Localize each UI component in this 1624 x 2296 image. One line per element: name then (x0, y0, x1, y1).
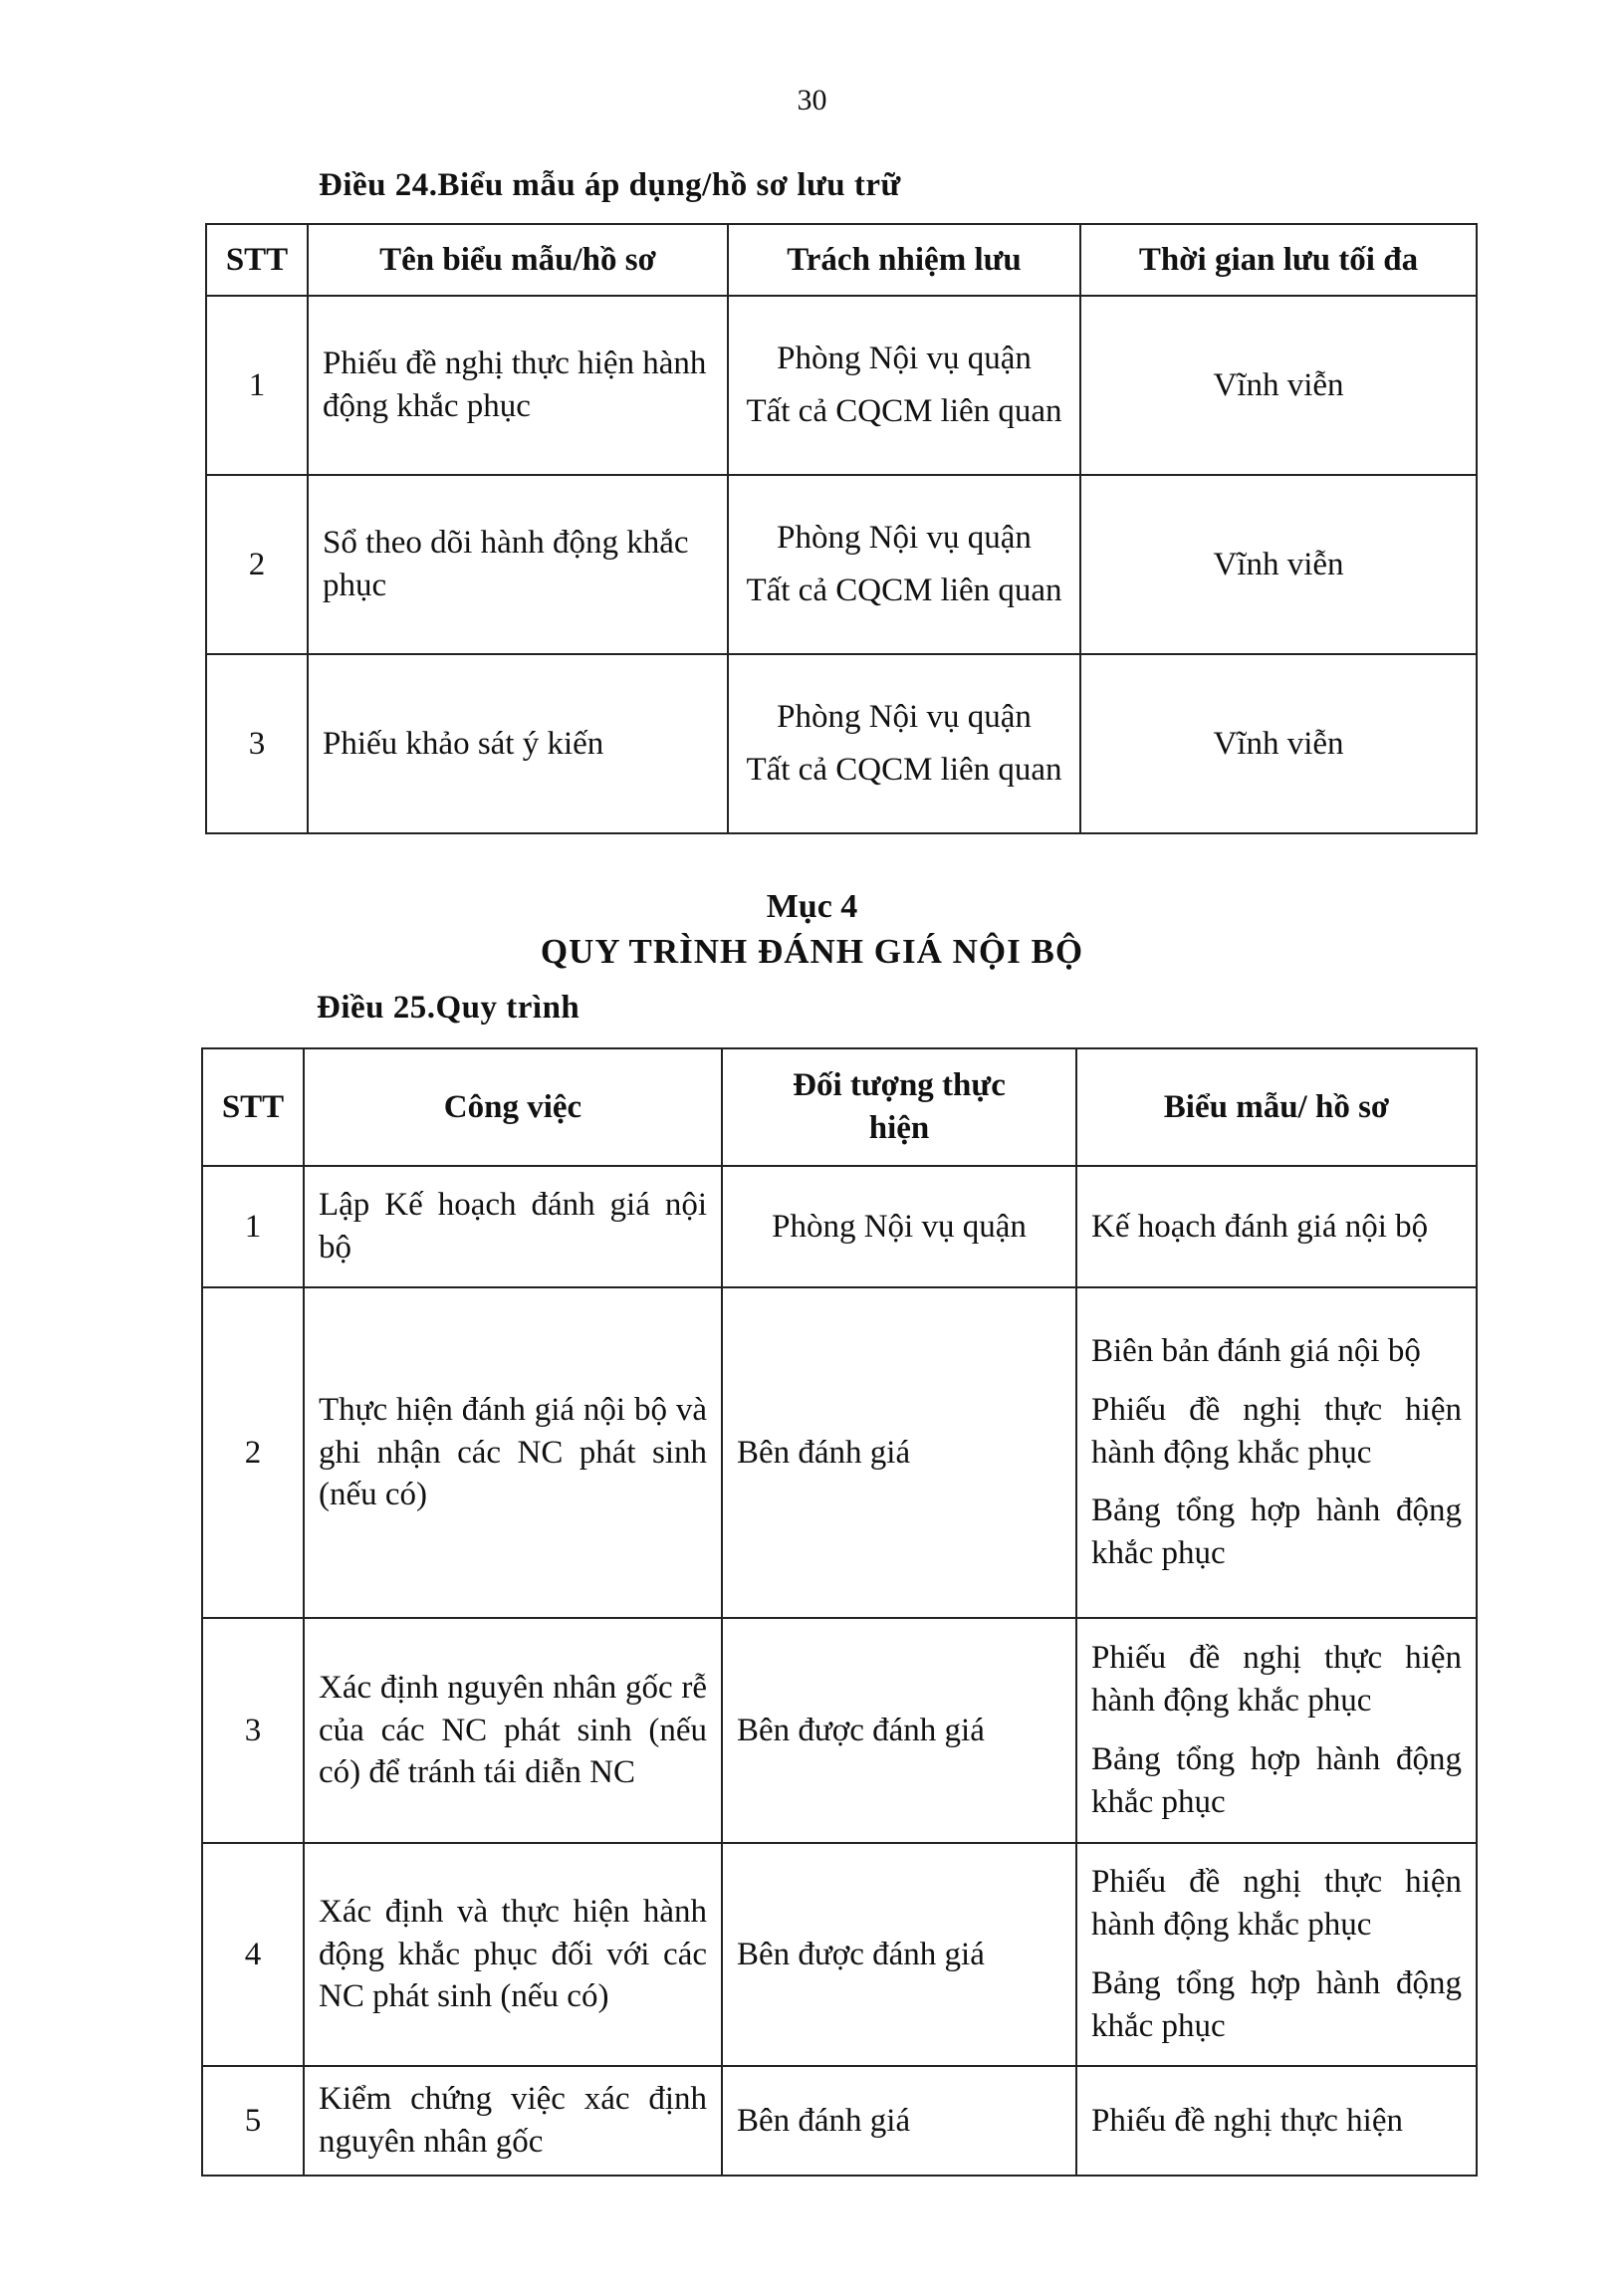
row-actor: Bên đánh giá (722, 2066, 1076, 2176)
form-item: Bảng tổng hợp hành động khắc phục (1091, 1965, 1462, 2044)
row-form-name: Phiếu đề nghị thực hiện hành động khắc phục (308, 296, 728, 475)
responsibility-primary: Phòng Nội vụ quận (777, 699, 1032, 736)
section-label: Mục 4 (766, 888, 858, 925)
row-task: Thực hiện đánh giá nội bộ và ghi nhận các NC phát sinh (nếu có) (304, 1287, 722, 1618)
table-row (206, 475, 1477, 654)
column-header-actor: Đối tượng thực hiện (722, 1048, 1076, 1166)
row-stt: 3 (202, 1618, 304, 1843)
article-24-heading: Điều 24.Biểu mẫu áp dụng/hồ sơ lưu trữ (319, 167, 901, 203)
form-item: Phiếu đề nghị thực hiện (1091, 2102, 1404, 2139)
row-stt: 1 (206, 296, 308, 475)
form-item: Phiếu đề nghị thực hiện hành động khắc phục (1091, 1864, 1462, 1944)
responsibility-secondary: Tất cả CQCM liên quan (746, 573, 1062, 608)
row-form-name: Sổ theo dõi hành động khắc phục (308, 475, 728, 654)
column-header-forms: Biểu mẫu/ hồ sơ (1076, 1048, 1477, 1166)
row-actor: Bên được đánh giá (722, 1843, 1076, 2066)
article-25-heading: Điều 25.Quy trình (317, 990, 580, 1026)
row-responsibility (728, 296, 1080, 475)
column-header-stt: STT (202, 1048, 304, 1166)
row-forms (1076, 1166, 1477, 1287)
row-actor: Phòng Nội vụ quận (722, 1166, 1076, 1287)
responsibility-secondary: Tất cả CQCM liên quan (746, 393, 1062, 429)
row-task: Kiểm chứng việc xác định nguyên nhân gốc (304, 2066, 722, 2176)
row-task: Xác định và thực hiện hành động khắc phục đối với các NC phát sinh (nếu có) (304, 1843, 722, 2066)
row-actor: Bên được đánh giá (722, 1618, 1076, 1843)
page-number: 30 (797, 84, 827, 116)
row-task: Lập Kế hoạch đánh giá nội bộ (304, 1166, 722, 1287)
form-item: Kế hoạch đánh giá nội bộ (1091, 1208, 1429, 1245)
column-header-task: Công việc (304, 1048, 722, 1166)
article-24-table (205, 223, 1478, 834)
responsibility-secondary: Tất cả CQCM liên quan (746, 752, 1062, 788)
row-stt: 2 (202, 1287, 304, 1618)
row-stt: 5 (202, 2066, 304, 2176)
responsibility-primary: Phòng Nội vụ quận (777, 341, 1032, 377)
form-item: Phiếu đề nghị thực hiện hành động khắc phục (1091, 1391, 1462, 1471)
row-retention-time: Vĩnh viễn (1080, 296, 1477, 475)
row-retention-time: Vĩnh viễn (1080, 654, 1477, 833)
table-header-row (206, 224, 1477, 296)
table-row (202, 1618, 1477, 1843)
form-item: Biên bản đánh giá nội bộ (1091, 1332, 1421, 1369)
table-row (202, 1843, 1477, 2066)
table-header-row (202, 1048, 1477, 1166)
row-retention-time: Vĩnh viễn (1080, 475, 1477, 654)
form-item: Bảng tổng hợp hành động khắc phục (1091, 1741, 1462, 1820)
row-forms (1076, 1287, 1477, 1618)
section-title: QUY TRÌNH ĐÁNH GIÁ NỘI BỘ (540, 932, 1084, 971)
column-header-stt: STT (206, 224, 308, 296)
table-row (202, 1287, 1477, 1618)
column-header-form-name: Tên biểu mẫu/hồ sơ (308, 224, 728, 296)
row-responsibility (728, 654, 1080, 833)
column-header-retention-time: Thời gian lưu tối đa (1080, 224, 1477, 296)
row-responsibility (728, 475, 1080, 654)
table-row (206, 654, 1477, 833)
form-item: Phiếu đề nghị thực hiện hành động khắc phục (1091, 1640, 1462, 1720)
row-forms (1076, 2066, 1477, 2176)
row-task: Xác định nguyên nhân gốc rễ của các NC phát sinh (nếu có) để tránh tái diễn NC (304, 1618, 722, 1843)
responsibility-primary: Phòng Nội vụ quận (777, 520, 1032, 557)
row-stt: 2 (206, 475, 308, 654)
row-stt: 3 (206, 654, 308, 833)
table-row (206, 296, 1477, 475)
row-forms (1076, 1618, 1477, 1843)
table-row (202, 1166, 1477, 1287)
row-form-name: Phiếu khảo sát ý kiến (308, 654, 728, 833)
row-actor: Bên đánh giá (722, 1287, 1076, 1618)
article-25-table (201, 1047, 1478, 2177)
form-item: Bảng tổng hợp hành động khắc phục (1091, 1492, 1462, 1572)
row-stt: 4 (202, 1843, 304, 2066)
table-row (202, 2066, 1477, 2176)
column-header-responsibility: Trách nhiệm lưu (728, 224, 1080, 296)
row-stt: 1 (202, 1166, 304, 1287)
row-forms (1076, 1843, 1477, 2066)
